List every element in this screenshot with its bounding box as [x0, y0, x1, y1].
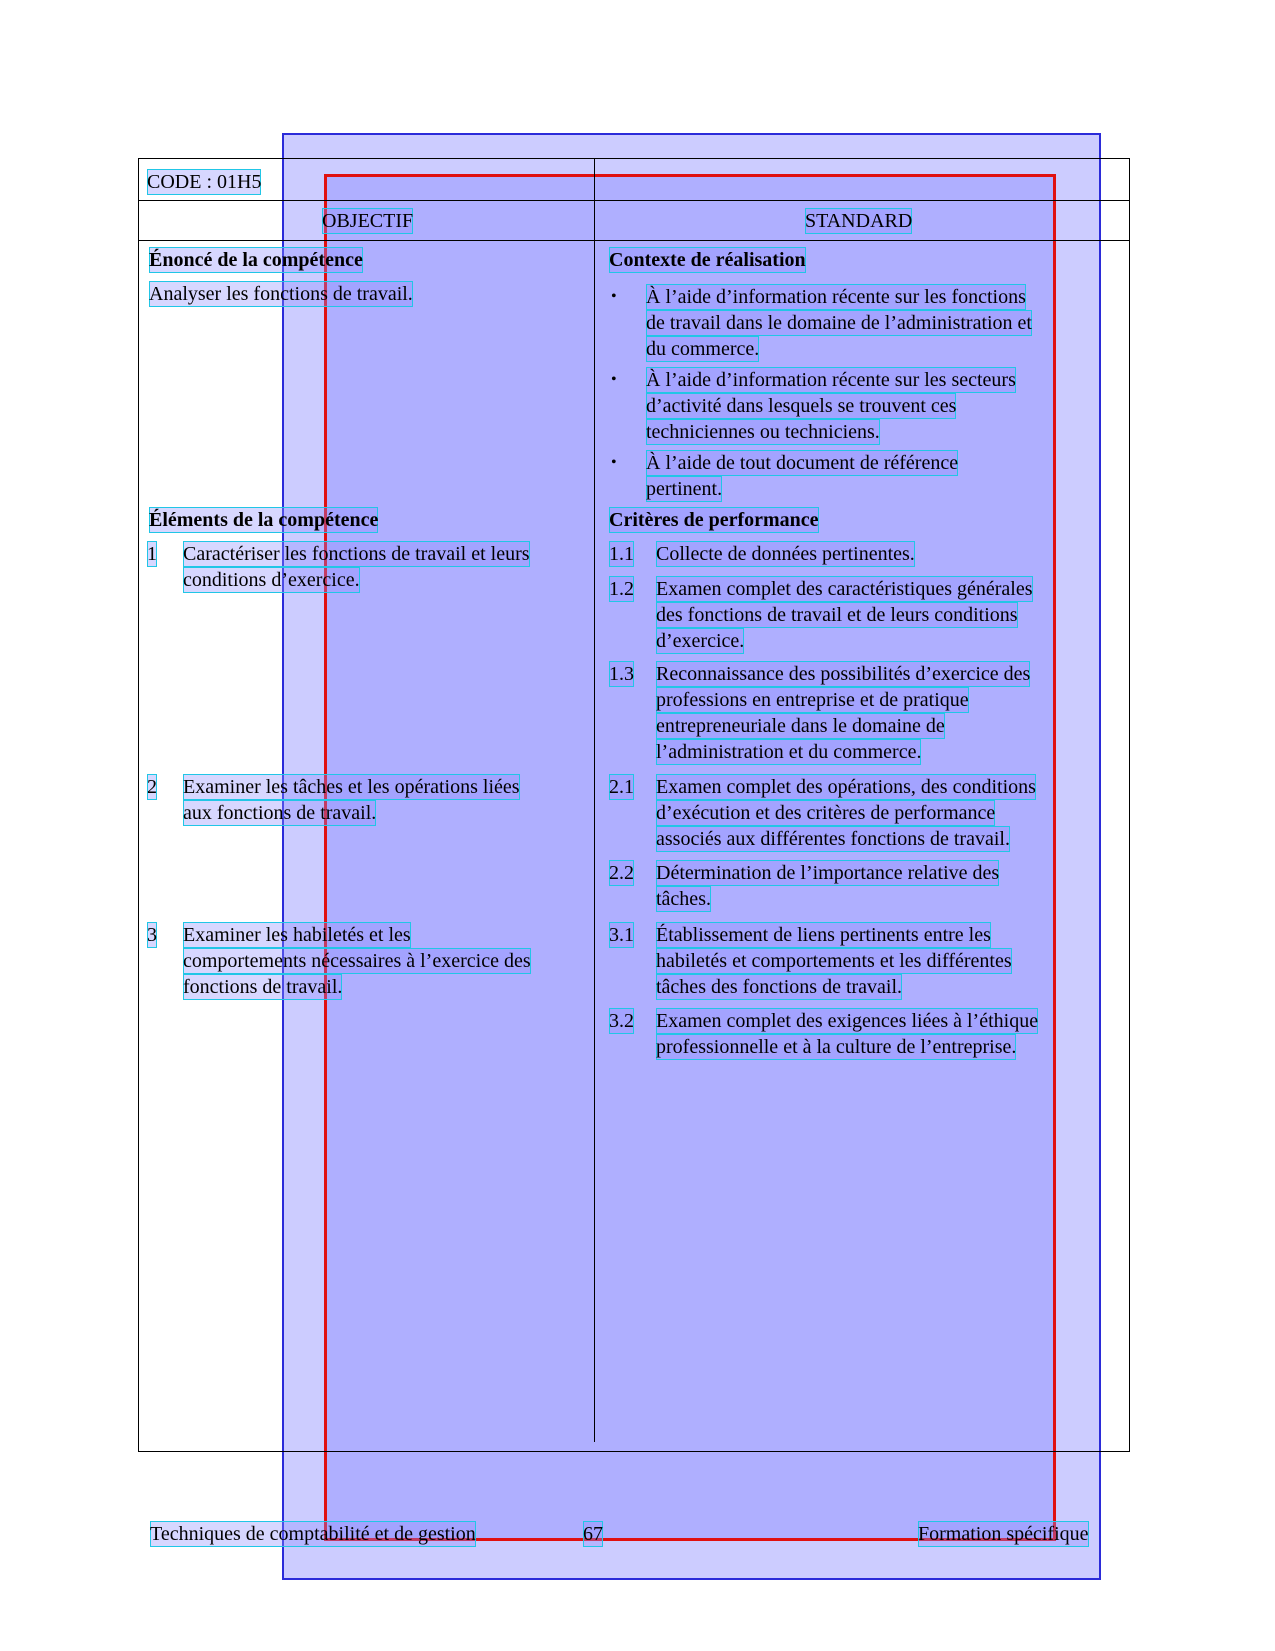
contexte-line: du commerce. [646, 338, 760, 360]
critere-line: habiletés et comportements et les différentes [656, 950, 1012, 972]
contexte-line: À l’aide de tout document de référence [646, 452, 959, 474]
element-line: conditions d’exercice. [183, 569, 360, 591]
element-line: Caractériser les fonctions de travail et leurs [183, 543, 530, 565]
footer-section: Formation spécifique [918, 1523, 1089, 1545]
bullet-icon: • [611, 454, 617, 471]
header-top-rule [138, 200, 1130, 201]
critere-line: d’exécution et des critères de performance [656, 802, 996, 824]
contexte-line: À l’aide d’information récente sur les fonctions [646, 286, 1026, 308]
contexte-line: de travail dans le domaine de l’administration et [646, 312, 1032, 334]
footer-program: Techniques de comptabilité et de gestion [150, 1523, 476, 1545]
enonce-text: Analyser les fonctions de travail. [149, 283, 413, 305]
critere-number: 1.1 [609, 543, 634, 565]
header-standard: STANDARD [805, 210, 913, 232]
contexte-line: pertinent. [646, 478, 723, 500]
critere-number: 2.1 [609, 776, 634, 798]
critere-number: 2.2 [609, 862, 634, 884]
criteres-title: Critères de performance [609, 509, 819, 531]
contexte-line: À l’aide d’information récente sur les secteurs [646, 369, 1016, 391]
element-number: 3 [147, 924, 157, 946]
header-bottom-rule [138, 240, 1130, 241]
critere-line: entrepreneuriale dans le domaine de [656, 715, 945, 737]
table-top-rule [138, 158, 1130, 159]
critere-line: Examen complet des exigences liées à l’éthique [656, 1010, 1039, 1032]
critere-line: professionnelle et à la culture de l’entreprise. [656, 1036, 1017, 1058]
element-line: Examiner les tâches et les opérations liées [183, 776, 520, 798]
element-line: comportements nécessaires à l’exercice des [183, 950, 531, 972]
critere-number: 3.1 [609, 924, 634, 946]
element-number: 1 [147, 543, 157, 565]
critere-line: Examen complet des opérations, des conditions [656, 776, 1036, 798]
column-divider [594, 158, 595, 1442]
critere-line: tâches. [656, 888, 711, 910]
critere-line: associés aux différentes fonctions de travail. [656, 828, 1010, 850]
contexte-line: d’activité dans lesquels se trouvent ces [646, 395, 957, 417]
element-line: aux fonctions de travail. [183, 802, 377, 824]
critere-line: Reconnaissance des possibilités d’exercice des [656, 663, 1031, 685]
code-label: CODE : 01H5 [147, 171, 262, 193]
bullet-icon: • [611, 288, 617, 305]
bullet-icon: • [611, 371, 617, 388]
critere-line: professions en entreprise et de pratique [656, 689, 969, 711]
critere-line: Examen complet des caractéristiques générales [656, 578, 1033, 600]
elements-title: Éléments de la compétence [149, 509, 379, 531]
enonce-title: Énoncé de la compétence [149, 249, 363, 271]
header-objectif: OBJECTIF [322, 210, 414, 232]
critere-number: 1.3 [609, 663, 634, 685]
contexte-title: Contexte de réalisation [609, 249, 806, 271]
element-line: Examiner les habiletés et les [183, 924, 411, 946]
contexte-line: techniciennes ou techniciens. [646, 421, 880, 443]
critere-line: Détermination de l’importance relative des [656, 862, 1000, 884]
element-line: fonctions de travail. [183, 976, 343, 998]
critere-line: d’exercice. [656, 630, 745, 652]
critere-line: tâches des fonctions de travail. [656, 976, 903, 998]
critere-line: Collecte de données pertinentes. [656, 543, 915, 565]
critere-number: 3.2 [609, 1010, 634, 1032]
critere-line: l’administration et du commerce. [656, 741, 922, 763]
footer-page-number: 67 [583, 1523, 603, 1545]
critere-number: 1.2 [609, 578, 634, 600]
critere-line: des fonctions de travail et de leurs conditions [656, 604, 1018, 626]
critere-line: Établissement de liens pertinents entre les [656, 924, 991, 946]
element-number: 2 [147, 776, 157, 798]
